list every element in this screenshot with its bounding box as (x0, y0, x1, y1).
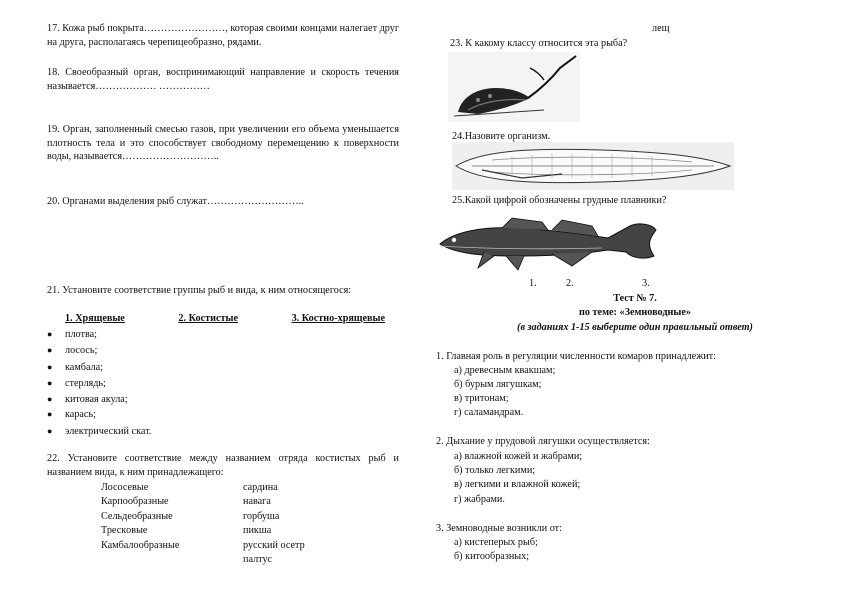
bullet-icon: ● (47, 362, 53, 372)
test-question-3: 3. Земноводные возникли от: (436, 523, 562, 534)
bullet-icon: ● (47, 329, 53, 339)
bullet-icon: ● (47, 378, 53, 388)
question-25: 25.Какой цифрой обозначены грудные плавники? (452, 195, 667, 206)
answer-option: а) кистеперых рыб; (454, 537, 538, 548)
top-word: лещ (652, 23, 670, 34)
bullet-icon: ● (47, 345, 53, 355)
answer-option: б) китообразных; (454, 551, 530, 562)
test-topic: по теме: «Земноводные» (579, 307, 691, 318)
q21-group-headers (65, 312, 385, 326)
question-21: 21. Установите соответствие группы рыб и вида, к ним относящегося: (47, 285, 352, 296)
fin-label-3: 3. (642, 278, 650, 289)
question-24: 24.Назовите организм. (452, 131, 551, 142)
group-3-label: 3. Костно-хрящевые (291, 313, 385, 324)
bullet-icon: ● (47, 426, 53, 436)
fin-label-1: 1. (529, 278, 537, 289)
fish-illustration (432, 212, 660, 274)
bullet-icon: ● (47, 409, 53, 419)
fin-label-2: 2. (566, 278, 574, 289)
test-title: Тест № 7. (613, 293, 657, 304)
answer-option: б) бурым лягушкам; (454, 379, 542, 390)
group-2-label: 2. Костистые (178, 313, 238, 324)
answer-option: а) древесным квакшам; (454, 365, 556, 376)
answer-option: г) жабрами. (454, 494, 505, 505)
group-1-label: 1. Хрящевые (65, 313, 125, 324)
question-19: 19. Орган, заполненный смесью газов, при увеличении его объема уменьшается плотность тела и это способствует свободному перемещению к поверхности воды, называется……………………….. (47, 124, 399, 163)
answer-option: в) легкими и влажной кожей; (454, 479, 581, 490)
test-instruction: (в заданиях 1-15 выберите один правильный ответ) (517, 322, 753, 333)
answer-option: в) тритонам; (454, 393, 509, 404)
bullet-icon: ● (47, 394, 53, 404)
test-question-2: 2. Дыхание у прудовой лягушки осуществляется: (436, 436, 650, 447)
answer-option: а) влажной кожей и жабрами; (454, 451, 583, 462)
question-22: 22. Установите соответствие между названием отряда костистых рыб и названием вида, к ним принадлежащего: (47, 453, 399, 478)
question-17: 17. Кожа рыб покрыта……………………, которая своими концами налегает друг на друга, располагаясь черепицеобразно, рядами. (47, 23, 399, 48)
answer-option: г) саламандрам. (454, 407, 524, 418)
question-23: 23. К какому классу относится эта рыба? (450, 38, 628, 49)
lancelet-illustration (452, 142, 734, 190)
question-20: 20. Органами выделения рыб служат……………………….. (47, 196, 304, 207)
answer-option: б) только легкими; (454, 465, 536, 476)
question-18: 18. Своеобразный орган, воспринимающий направление и скорость течения называется……………… …………… (47, 67, 399, 92)
stingray-illustration (448, 52, 580, 122)
test-question-1: 1. Главная роль в регуляции численности комаров принадлежит: (436, 351, 716, 362)
